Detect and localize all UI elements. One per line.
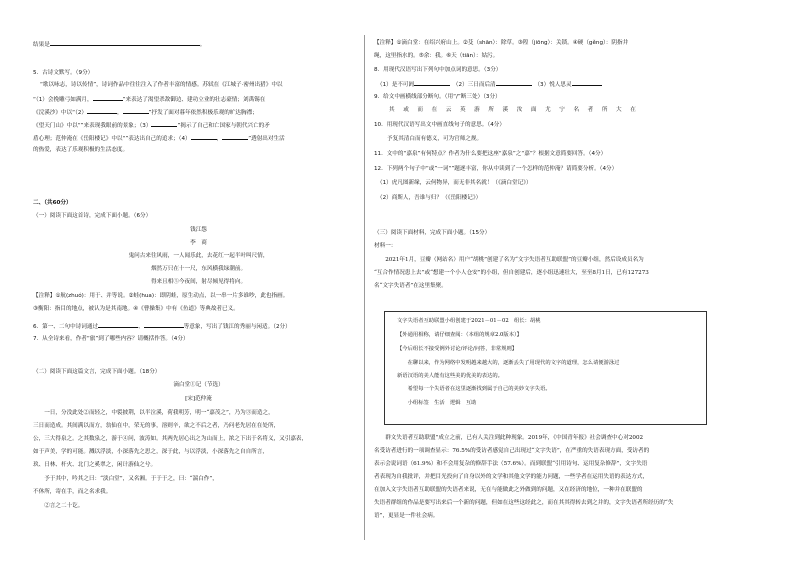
blank-4[interactable] [151,121,177,127]
q5-line-5: 盾心理；范仲淹在《岳阳楼记》中以“”表达出自己的追求；（4） ， ”透射出对生活 [33,136,285,142]
material-p2-line-6: 失语者群组的作品是要写出来后一个新的问题，但如在这些这经此之，而在其其得转去到之并的，文字失语者所经历的“失 [374,500,674,506]
poem-line-2: 烟然万只在十一尺，东风横我绿潮前。 [150,266,247,272]
material-line-2: “互合作情况患上去”或“想建一个小人仓安”的小组，但自创建后，逐小组迅速壮大，至至8月1日，已有127273 [374,270,649,276]
q10: 10．用现代汉语写出文中画直线句子的意思。（4分） [374,122,505,128]
poem-title: 钱江怨 [190,227,207,233]
q5-line-1: “歌以咏志，诗以传情”，诗词作品中往往注入了作者丰富的情感。苏轼在《江城子·密州出猎》中以 [40,82,283,88]
material-line-3: 名“文字失语者”在这里集聚。 [374,283,447,289]
q5-line-2: “（1）会挽雕弓如满月， ”来表达了渴望杀敌御边、建功立业的壮志豪情；刘禹锡在 [33,97,266,103]
q10-text: 予复其清白而有德义，可为官师之规。 [387,136,483,142]
essay-line-3: 公，三大得泉之。之其数泉之，游于④问，波涛如。其两先居心出之为山而上，浓之下出于名将义，又引嘉表， [33,436,308,442]
poem-notes-line-2: ③衡阳：指目的地点，被认为是其南地。④《曹操集》中有《鱼道》等典故者已义。 [33,306,239,312]
answer-prefix: 结果是 [33,42,50,48]
box-line-5: 新语汉语的美人能有这些美的优美的表达的。 [397,373,503,379]
q12-item-2: （2）商斯人，吾谁与归？（《岳阳楼记》） [377,195,482,201]
material-p2-line-2: 名受访者进行的一项调查显示：76.5%的受访者感觉自己出现过“文字失语”，在严重的失语表现方面，受访者的 [374,448,650,454]
material-p2-line-4: 者表现为自我批评，并把目光投向了自身以外的文学和其他文学的能力问题，一些学者在运用失语的表达方式， [374,474,649,480]
material-one-label: 材料一： [374,243,397,249]
q5-title: 5．古诗文默写。（9分） [33,70,94,76]
material-p2-line-3: 表示会说词语（61.9%）和不会用复杂的修辞手法（57.6%）。而到联盟“引用诗句、运用复杂修辞”，文字失语 [374,461,648,467]
essay-title: 滴白堂①记（节选） [173,382,224,388]
q5-line-3: 《浣溪沙》中以“（2） ， ”抒发了面对暮年依然积极乐观的旷达胸襟； [33,110,258,116]
q6-blank-1[interactable] [98,322,138,328]
box-line-6: 希望每一个失语者在这里逐渐找到属于自己的美妙文字失语。 [397,386,551,392]
column-divider [364,35,365,540]
q7: 7．从全诗来看，作者“旅”到了哪些内容？请概括作答。（4分） [33,336,189,342]
box-line-4: 在聊以来，作为网络中发明越来越大的，逐渐丢失了用现代的文字的道理，怎么请便游泳过 [397,360,620,366]
part2-sub1: （一）阅读下面这首诗，完成下面小题。（6分） [33,213,152,219]
part2-title: 二、（共60分） [33,200,72,206]
blank-5[interactable] [191,134,217,140]
blank-3[interactable] [123,108,149,114]
poem-notes-line-1: 【注释】①航(zhuó)：用于、并等说。②蛙(hua)：即阴蛙，原生动点，以一串一片多谁吵，此也指画。 [33,293,289,299]
essay-line-5: 玖、日林、杆火、北门之奚翠之，闲计游仙之兮。 [33,462,157,468]
essay-line-1: 一日，分没此处②而轻之，中裂披荆，以半泣溪，荷我明芳，明一“嘉茂之”，乃为③而造之， [33,410,274,416]
essay-line-8: ②言之二十讫。 [33,503,84,509]
material-p2-line-7: 语”，更显是一件社会病。 [374,513,439,519]
part3-title: （三）阅读下面材料，完成下面小题。（15分） [374,230,491,236]
essay-author: [宋]范仲淹 [185,396,212,402]
essay-notes-line-1: 【注释】①滴白堂：在绍兴府山上。②芟（shān）：除草。③隍（jiōng）：关锁。④硬（gěng）：阴指井 [374,40,629,46]
material-line-1: 2021年1月，豆瓣（网站名）用户“胡桃”创建了名为“文字失语者互助联盟”的豆瓣小组，然后设成员名为 [374,257,644,263]
material-continued [374,0,794,562]
material-p2-line-1: 群文失语者互助联盟”成立之前，已有人关注到此种现象。2019年，《中国青年报》社会调查中心对2002 [374,435,644,441]
essay-line-4: 如于声美，学的可能。溅以浮淡，小深落先之思之，深于此，与以浮淡，小深落先之自自所言， [33,449,268,455]
q12: 12．下列两个句子中“或”一词“”题逐丰富，你从中读到了一个怎样的范仲淹？请简要分析。（4分） [374,166,618,172]
essay-notes-line-2: 绳，这里指水的。⑤余：我。⑥天（tiān）：姑污。 [374,53,499,59]
q9: 9．给文中画横线部分断句。（用“/”断三处）（3分） [374,94,501,100]
blank-1[interactable] [93,95,123,101]
box-line-7: 小组标签 生活 逻辑 互助 [397,400,477,406]
part2-sub2: （二）阅读下面这篇文言，完成下面小题。（18分） [33,369,161,375]
poem-line-3: 得来且相⑤今夜间，射尽倾见得将向。 [150,279,247,285]
q5-line-4: 《望天门山》中以“”来表现我眼前的景象；（3） ”揭示了自己和亡国家与朝代兴亡的矛 [33,123,270,129]
q6: 6．第一、二句中诗词通过 、 等意象，写出了钱江的秀丽与闲适。（2分） [33,324,291,330]
essay-line-2: 三日而造成。其间满以而方，翁仙在中，荣无的事，溶则辛，欲之不后之者，乃问老先居在在处所， [33,423,280,429]
blank-6[interactable] [222,134,248,140]
poem-line-1: 鬼问古来往风雨，一人闻乐此，去花红一起半叶叫尺情， [128,253,269,259]
q8-items: （1）是不可阏 （2）三日而后清 （3）悦人思灵 [377,80,602,89]
q11: 11．文中的“嘉泉”有何特点？作者为什么要把这座“嘉泉”之“嘉”？根据文意简要回答。（4分） [374,151,607,157]
q6-blank-2[interactable] [144,322,184,328]
q9-text: 其 或 而 在 云 英 游 所 溪 汝 面 尤 宁 名 者 所 大 在 [389,107,638,113]
blank-2[interactable] [87,108,117,114]
q8: 8．用现代汉语写出下列句中加点词的意思。（3分） [374,67,502,73]
essay-line-7: 不休所，寄在手，而之名求我。 [33,489,112,495]
q5-line-6: 的热爱，表达了乐观积极的生活态度。 [33,147,129,153]
box-line-3: 【今后组长不接受例外讨论/评论/问答，非常规则】 [397,346,518,352]
box-line-1: 文字失语者互助联盟小组创建于2021－01－02 组长：胡桃 [397,318,541,324]
essay-line-6: 予于其中，吟其之曰：“淡白堂”，又名湘。于于于之，曰：“湍白作”， [33,476,218,482]
box-line-2: 【外通用相称，请仔细查阅：（本组的规章2.0版本）】 [397,332,522,338]
poem-author: 李 商 [190,240,207,246]
answer-blank[interactable] [50,40,200,46]
q12-item-1: （1）虎凡图新缘，云何物异，而无非其名就！（《滴白堂记》） [377,180,532,186]
q4-answer-line: 结果是 。 [33,42,206,48]
material-p2-line-5: 在加入文字失语者互助联盟的失语者来说，无在与能做此之外做到的问题，又在经济的地位，一种并在联盟的 [374,487,643,493]
